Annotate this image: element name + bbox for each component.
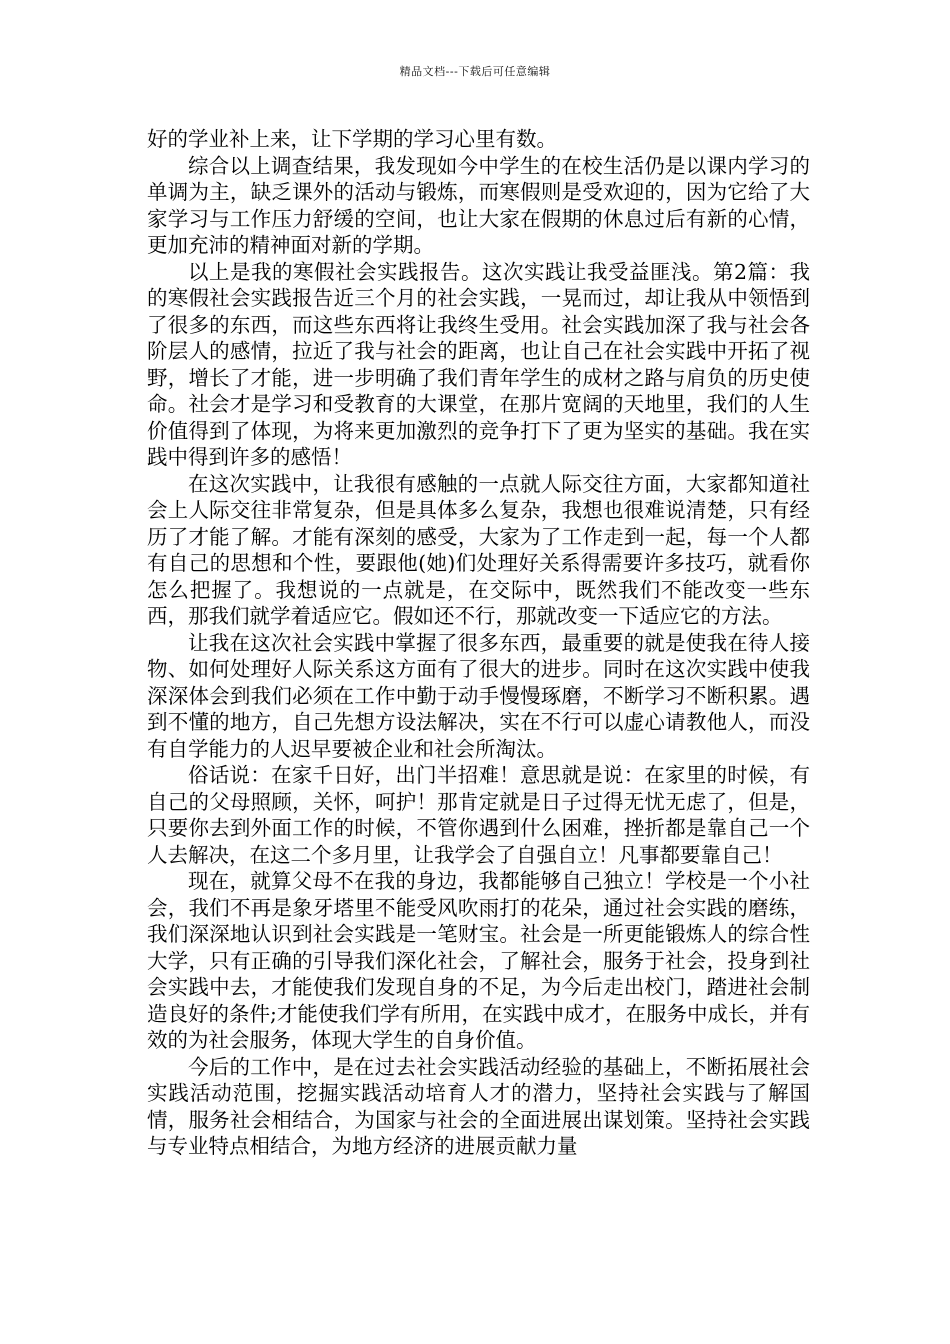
paragraph: 现在，就算父母不在我的身边，我都能够自己独立！学校是一个小社会，我们不再是象牙塔里不能受风吹雨打的花朵，通过社会实践的磨练，我们深深地认识到社会实践是一笔财宝。社会是一所更能锻炼人的综合性大学，只有正确的引导我们深化社会，了解社会，服务于社会，投身到社会实践中去，才能使我们发现自身的不足，为今后走出校门，踏进社会制造良好的条件;才能使我们学有所用，在实践中成才，在服务中成长，并有效的为社会服务，体现大学生的自身价值。 [147, 869, 810, 1052]
paragraph: 让我在这次社会实践中掌握了很多东西，最重要的就是使我在待人接物、如何处理好人际关系这方面有了很大的进步。同时在这次实践中使我深深体会到我们必须在工作中勤于动手慢慢琢磨，不断学习不断积累。遇到不懂的地方，自己先想方设法解决，实在不行可以虚心请教他人，而没有自学能力的人迟早要被企业和社会所淘汰。 [147, 630, 810, 761]
paragraph: 综合以上调查结果，我发现如今中学生的在校生活仍是以课内学习的单调为主，缺乏课外的活动与锻炼，而寒假则是受欢迎的，因为它给了大家学习与工作压力舒缓的空间，也让大家在假期的休息过后有新的心情，更加充沛的精神面对新的学期。 [147, 153, 810, 257]
document-body [147, 126, 810, 1160]
paragraph: 在这次实践中，让我很有感触的一点就人际交往方面，大家都知道社会上人际交往非常复杂，但是具体多么复杂，我想也很难说清楚，只有经历了才能了解。才能有深刻的感受，大家为了工作走到一起，每一个人都有自己的思想和个性，要跟他(她)们处理好关系得需要许多技巧，就看你怎么把握了。我想说的一点就是，在交际中，既然我们不能改变一些东西，那我们就学着适应它。假如还不行，那就改变一下适应它的方法。 [147, 471, 810, 628]
paragraph: 今后的工作中，是在过去社会实践活动经验的基础上，不断拓展社会实践活动范围，挖掘实践活动培育人才的潜力，坚持社会实践与了解国情，服务社会相结合，为国家与社会的全面进展出谋划策。坚持社会实践与专业特点相结合，为地方经济的进展贡献力量 [147, 1054, 810, 1158]
paragraph: 好的学业补上来，让下学期的学习心里有数。 [147, 127, 557, 151]
page-header: 精品文档---下载后可任意编辑 [399, 65, 551, 78]
paragraph: 俗话说：在家千日好，出门半招难！意思就是说：在家里的时候，有自己的父母照顾，关怀，呵护！那肯定就是日子过得无忧无虑了，但是，只要你去到外面工作的时候，不管你遇到什么困难，挫折都是靠自己一个人去解决，在这二个多月里，让我学会了自强自立！凡事都要靠自己！ [147, 763, 810, 867]
paragraph: 以上是我的寒假社会实践报告。这次实践让我受益匪浅。第2篇：我的寒假社会实践报告近三个月的社会实践，一晃而过，却让我从中领悟到了很多的东西，而这些东西将让我终生受用。社会实践加深了我与社会各阶层人的感情，拉近了我与社会的距离，也让自己在社会实践中开拓了视野，增长了才能，进一步明确了我们青年学生的成材之路与肩负的历史使命。社会才是学习和受教育的大课堂，在那片宽阔的天地里，我们的人生价值得到了体现，为将来更加激烈的竞争打下了更为坚实的基础。我在实践中得到许多的感悟！ [147, 259, 810, 469]
